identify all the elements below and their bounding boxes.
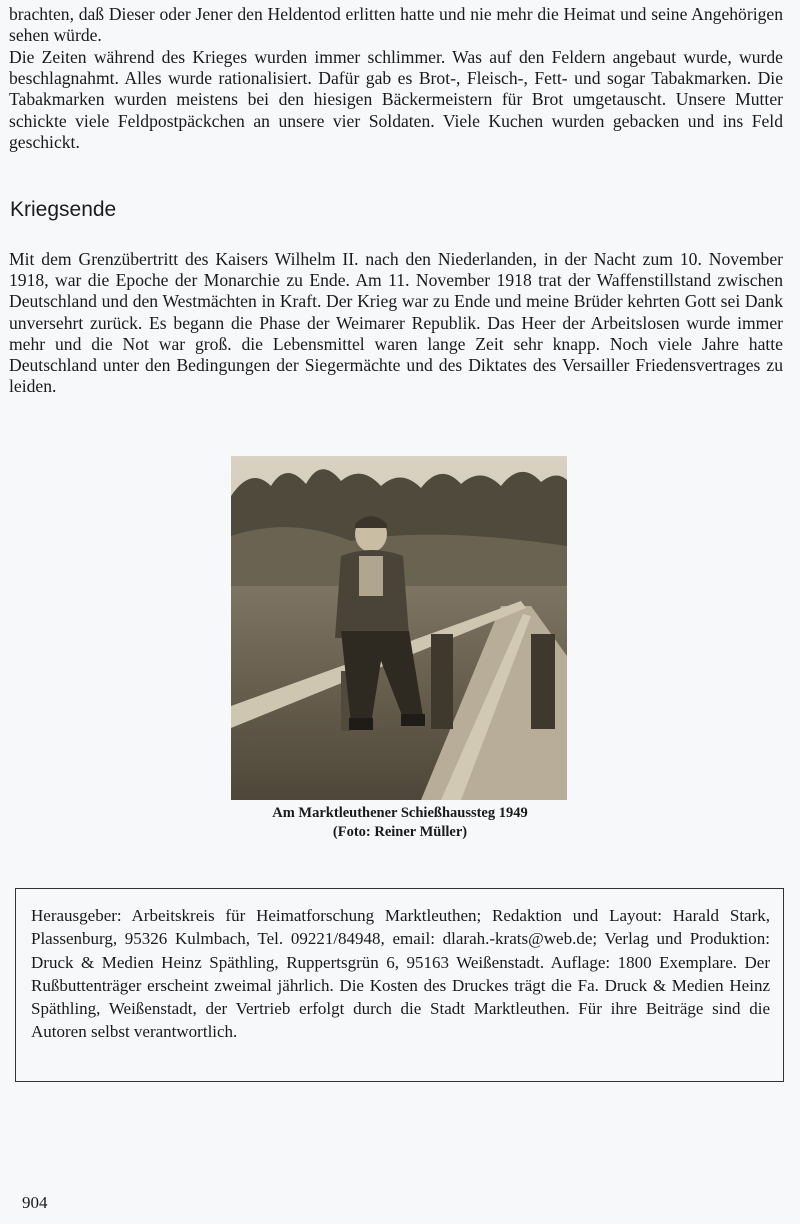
paragraph-war-end: Mit dem Grenzübertritt des Kaisers Wilhelm II. nach den Niederlanden, in der Nacht zum 10. November 1918, war die Epoche der Monarchie zu Ende. Am 11. November 1918 trat der Waffenstillstand zwischen Deutschland und den Westmächten in Kraft. Der Krieg war zu Ende und meine Brüder kehrten Gott sei Dank unversehrt zurück. Es begann die Phase der Weimarer Republik. Das Heer der Arbeitslosen wurde immer mehr und die Not war groß. die Lebensmittel waren lange Zeit sehr knapp. Noch viele Jahre hatte Deutschland unter den Bedingungen der Siegermächte und des Diktates des Versailler Friedensvertrages zu leiden.	[9, 249, 783, 397]
section-heading: Kriegsende	[10, 198, 117, 221]
photo-caption	[200, 804, 600, 842]
paragraph-war-news: brachten, daß Dieser oder Jener den Heldentod erlitten hatte und nie mehr die Heimat und seine Angehörigen sehen würde.	[9, 4, 783, 46]
imprint-box	[15, 888, 784, 1082]
historic-photo	[231, 456, 567, 800]
caption-credit: (Foto: Reiner Müller)	[332, 824, 468, 840]
photo-illustration	[231, 456, 567, 800]
imprint-text: Herausgeber: Arbeitskreis für Heimatforschung Marktleuthen; Redaktion und Layout: Harald Stark, Plassenburg, 95326 Kulmbach, Tel. 09221/84948, email: dlarah.-krats@web.de; Verlag und Produktion: Druck & Medien Heinz Späthling, Ruppertsgrün 6, 95163 Weißenstadt. Auflage: 1800 Exemplare. Der Rußbuttenträger erscheint zweimal jährlich. Die Kosten des Druckes trägt die Fa. Druck & Medien Heinz Späthling, Weißenstadt, der Vertrieb erfolgt durch die Stadt Marktleuthen. Für ihre Beiträge sind die Autoren selbst verantwortlich.	[31, 906, 770, 1042]
page-number: 904	[22, 1193, 48, 1212]
caption-title: Am Marktleuthener Schießhaussteg 1949	[272, 805, 528, 821]
paragraph-war-hardship: Die Zeiten während des Krieges wurden immer schlimmer. Was auf den Feldern angebaut wurde, wurde beschlagnahmt. Alles wurde rationalisiert. Dafür gab es Brot-, Fleisch-, Fett- und sogar Tabakmarken. Die Tabakmarken wurden meistens bei den hiesigen Bäckermeistern für Brot umgetauscht. Unsere Mutter schickte viele Feldpostpäckchen an unsere vier Soldaten. Viele Kuchen wurden gebacken und ins Feld geschickt.	[9, 47, 783, 152]
